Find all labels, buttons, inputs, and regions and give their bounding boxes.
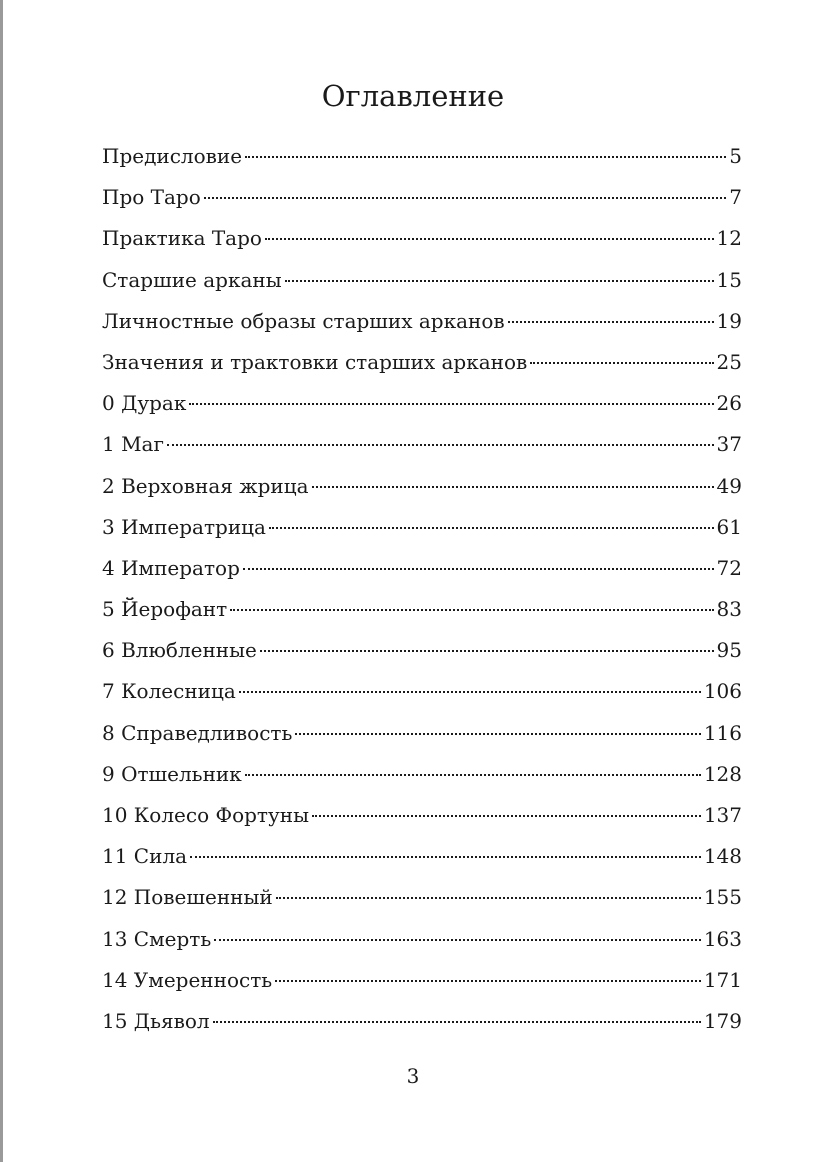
toc-entry[interactable] — [102, 177, 742, 218]
toc-entry-label: Личностные образы старших арканов — [102, 308, 505, 333]
toc-entry-label: 2 Верховная жрица — [102, 473, 309, 498]
toc-leader-dots — [245, 774, 701, 776]
toc-entry-label: Практика Таро — [102, 226, 262, 251]
toc-leader-dots — [285, 280, 714, 282]
toc-entry[interactable] — [102, 301, 742, 342]
toc-entry-page: 95 — [716, 638, 742, 663]
toc-leader-dots — [530, 362, 713, 364]
toc-entry-label: 9 Отшельник — [102, 761, 242, 786]
toc-entry[interactable] — [102, 919, 742, 960]
toc-entry-label: 6 Влюбленные — [102, 638, 257, 663]
toc-leader-dots — [275, 980, 701, 982]
toc-entry-page: 128 — [703, 761, 742, 786]
toc-leader-dots — [260, 650, 714, 652]
toc-leader-dots — [190, 856, 701, 858]
toc-list — [102, 136, 742, 1042]
toc-leader-dots — [269, 527, 714, 529]
toc-entry[interactable] — [102, 754, 742, 795]
toc-entry-label: 14 Умеренность — [102, 967, 273, 992]
toc-entry-page: 37 — [716, 432, 742, 457]
toc-entry-page: 19 — [716, 308, 742, 333]
toc-entry-page: 12 — [716, 226, 742, 251]
toc-entry-page: 148 — [703, 844, 742, 869]
toc-leader-dots — [214, 939, 701, 941]
toc-entry-label: Предисловие — [102, 144, 243, 168]
toc-entry-label: 0 Дурак — [102, 391, 187, 416]
toc-entry[interactable] — [102, 466, 742, 507]
toc-title: Оглавление — [321, 79, 505, 113]
toc-leader-dots — [167, 444, 714, 446]
toc-entry-label: 12 Повешенный — [102, 885, 273, 910]
toc-leader-dots — [213, 1021, 701, 1023]
toc-entry[interactable] — [102, 548, 742, 589]
toc-entry-label: Про Таро — [102, 185, 201, 210]
toc-entry-page: 163 — [703, 926, 742, 951]
toc-leader-dots — [189, 403, 713, 405]
toc-entry-page: 171 — [703, 967, 742, 992]
toc-leader-dots — [243, 568, 714, 570]
toc-entry-page: 61 — [716, 514, 742, 539]
toc-entry-page: 25 — [716, 349, 742, 374]
toc-leader-dots — [230, 609, 713, 611]
toc-entry[interactable] — [102, 877, 742, 918]
toc-entry-label: 8 Справедливость — [102, 720, 293, 745]
toc-entry-label: 10 Колесо Фортуны — [102, 803, 309, 827]
toc-entry-label: 15 Дьявол — [102, 1008, 210, 1033]
page-number: 3 — [406, 1064, 420, 1088]
toc-entry[interactable] — [102, 671, 742, 712]
toc-entry-page: 49 — [716, 473, 742, 498]
toc-entry-label: 11 Сила — [102, 844, 188, 869]
toc-leader-dots — [276, 897, 701, 899]
toc-entry-page: 7 — [729, 185, 742, 210]
toc-entry[interactable] — [102, 589, 742, 630]
toc-entry-label: 1 Маг — [102, 432, 164, 457]
toc-entry-page: 106 — [703, 679, 742, 704]
toc-entry-label: Старшие арканы — [102, 267, 282, 292]
toc-leader-dots — [295, 733, 700, 735]
toc-leader-dots — [312, 815, 701, 817]
toc-entry-label: 13 Смерть — [102, 926, 212, 951]
toc-entry-label: 7 Колесница — [102, 679, 236, 704]
toc-entry[interactable] — [102, 507, 742, 548]
toc-entry[interactable] — [102, 795, 742, 836]
toc-entry[interactable] — [102, 424, 742, 465]
toc-entry-page: 116 — [703, 720, 742, 745]
toc-entry-page: 155 — [703, 885, 742, 910]
toc-entry-label: 5 Йерофант — [102, 597, 228, 622]
toc-leader-dots — [265, 238, 714, 240]
toc-entry[interactable] — [102, 342, 742, 383]
toc-entry[interactable] — [102, 383, 742, 424]
toc-entry[interactable] — [102, 713, 742, 754]
toc-leader-dots — [245, 156, 726, 158]
toc-entry-page: 5 — [729, 144, 742, 168]
toc-entry[interactable] — [102, 836, 742, 877]
toc-entry-page: 26 — [716, 391, 742, 416]
toc-entry[interactable] — [102, 960, 742, 1001]
toc-entry-label: 4 Император — [102, 555, 240, 580]
toc-entry-page: 15 — [716, 267, 742, 292]
toc-leader-dots — [204, 197, 727, 199]
toc-entry[interactable] — [102, 630, 742, 671]
toc-leader-dots — [508, 321, 714, 323]
toc-entry-label: Значения и трактовки старших арканов — [102, 349, 528, 374]
toc-leader-dots — [312, 486, 714, 488]
toc-entry-label: 3 Императрица — [102, 514, 266, 539]
toc-entry-page: 179 — [703, 1008, 742, 1033]
toc-entry[interactable] — [102, 218, 742, 259]
toc-entry[interactable] — [102, 136, 742, 177]
toc-entry[interactable] — [102, 260, 742, 301]
toc-entry-page: 83 — [716, 597, 742, 622]
toc-entry[interactable] — [102, 1001, 742, 1042]
toc-entry-page: 72 — [716, 555, 742, 580]
toc-leader-dots — [239, 691, 701, 693]
toc-entry-page: 137 — [703, 803, 742, 827]
